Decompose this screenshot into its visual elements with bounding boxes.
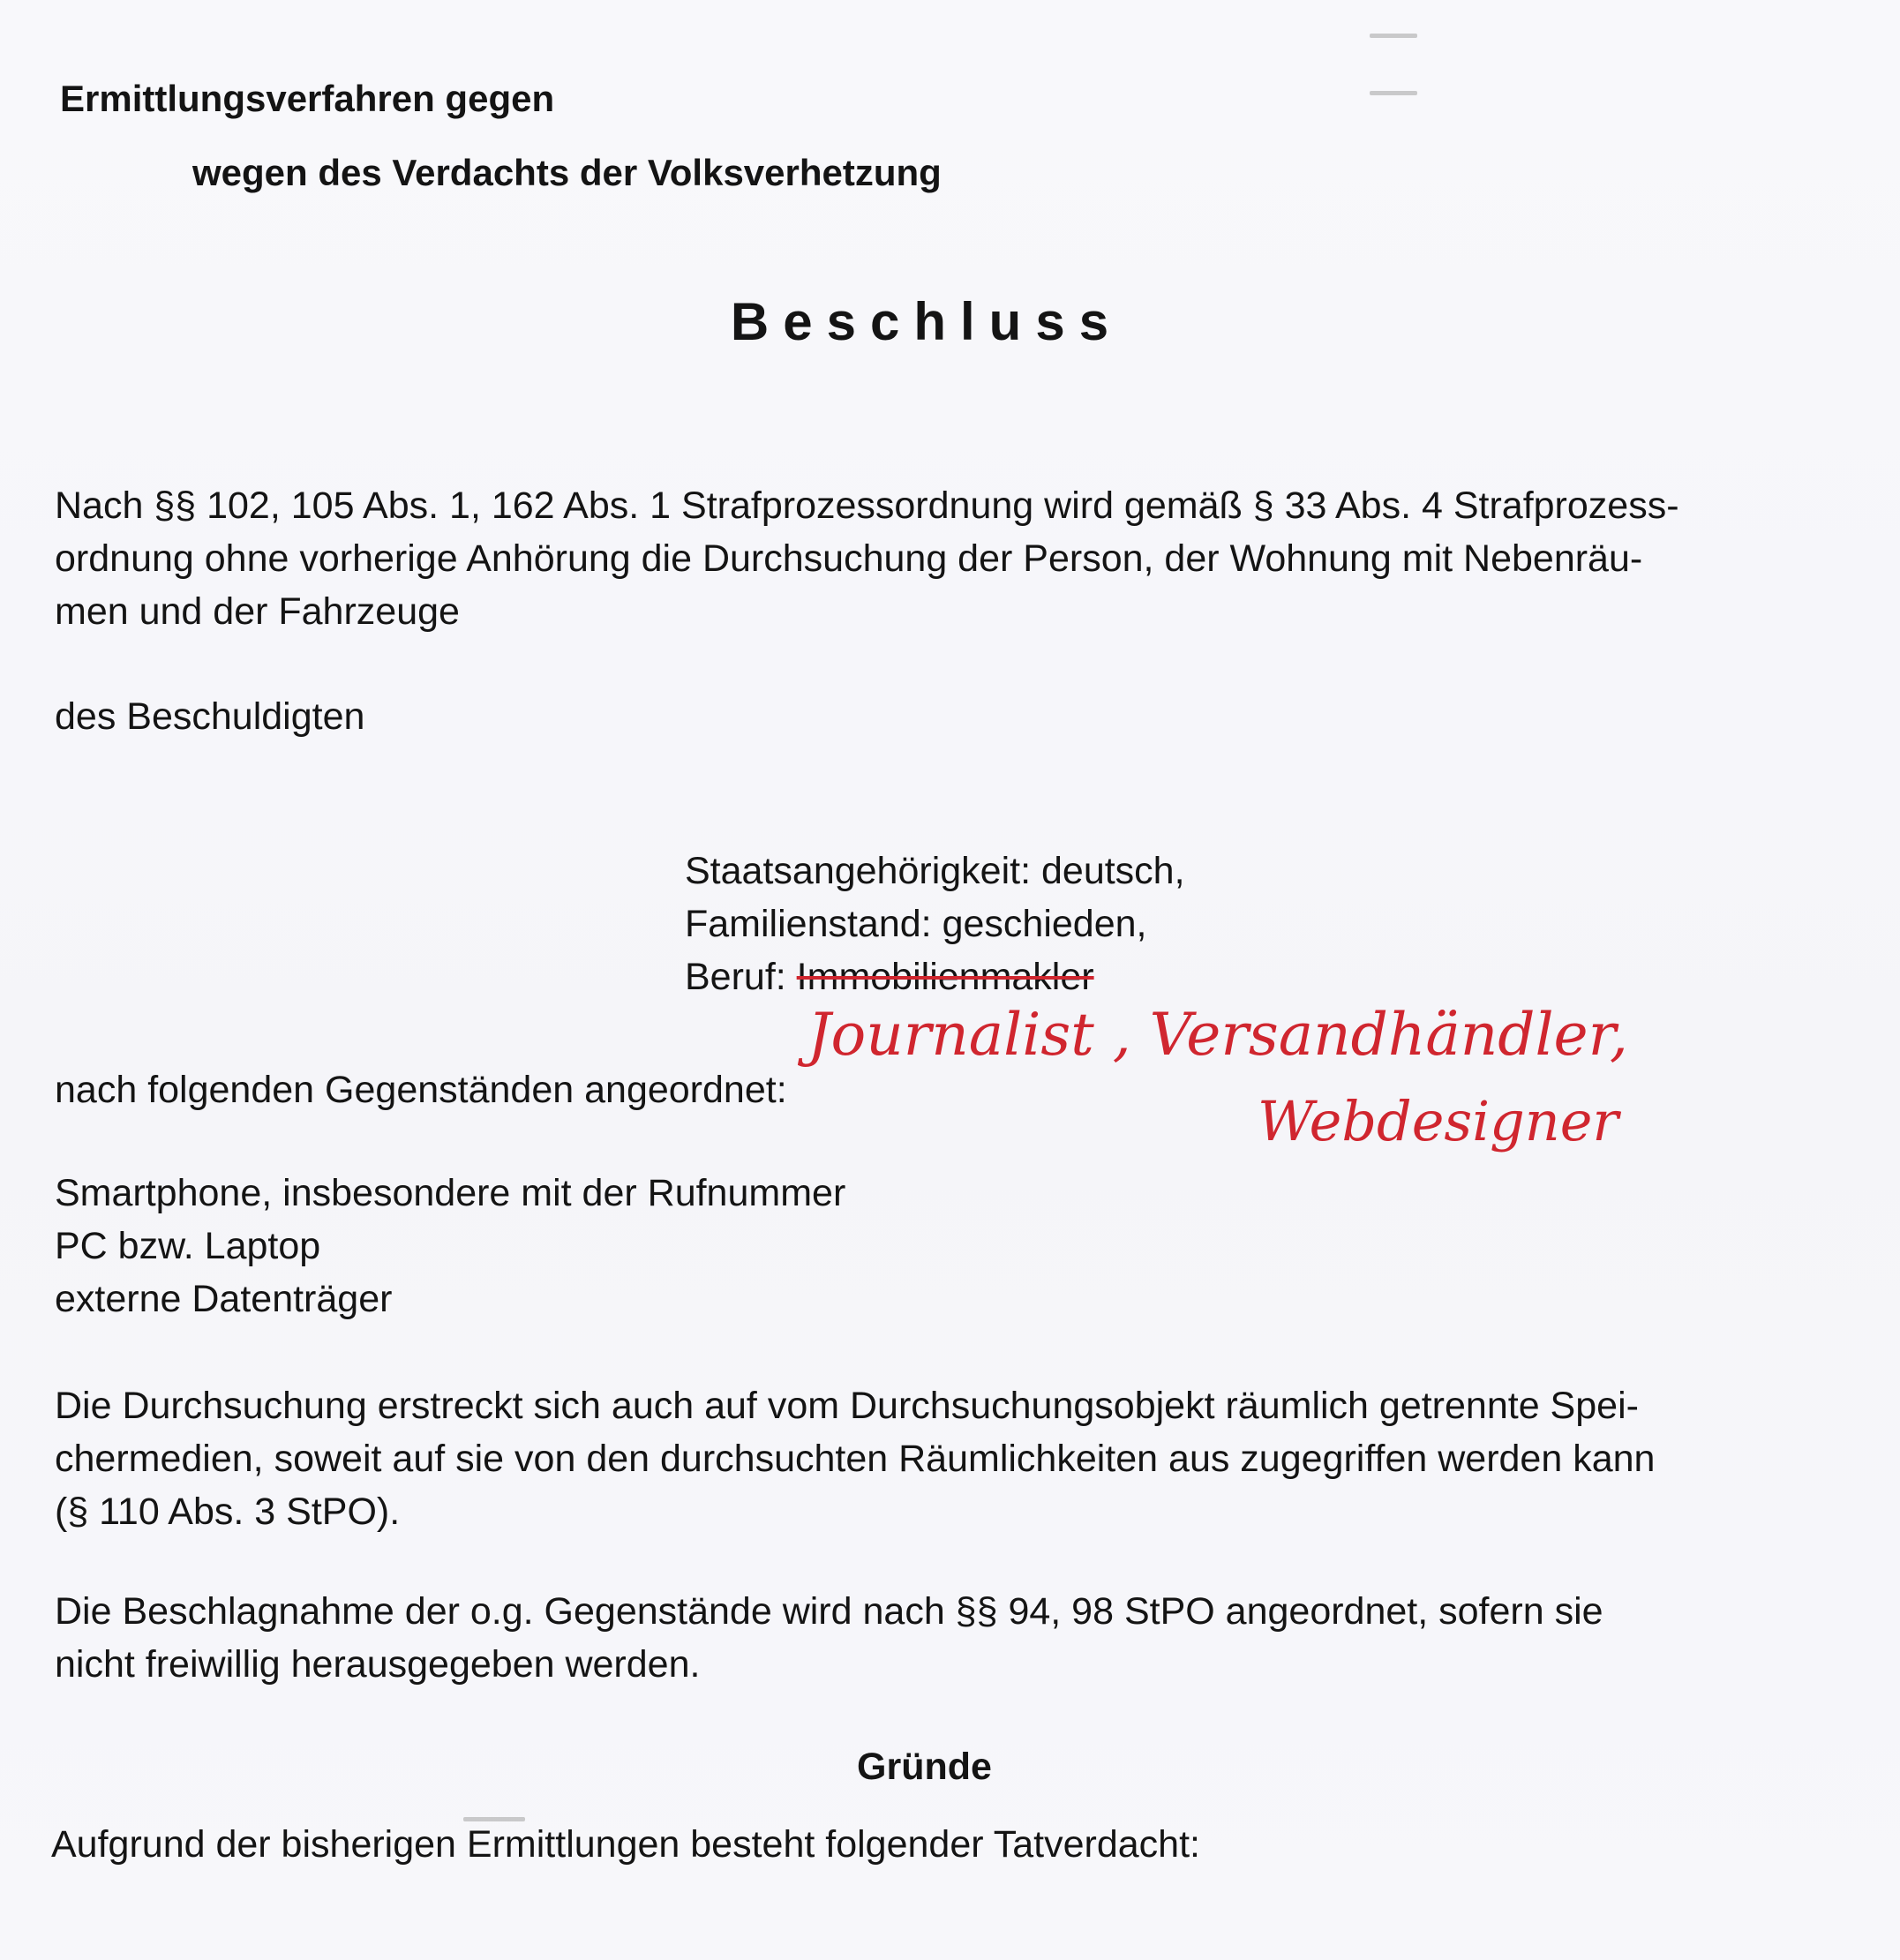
text-line: men und der Fahrzeuge [55,590,460,633]
text-line: Die Durchsuchung erstreckt sich auch auf vom Durchsuchungsobjekt räumlich getrennte Spei- [55,1385,1639,1427]
text-line: ordnung ohne vorherige Anhörung die Durchsuchung der Person, der Wohnung mit Nebenräu- [55,537,1643,580]
list-item: PC bzw. Laptop [55,1225,321,1267]
text-line: (§ 110 Abs. 3 StPO). [55,1491,401,1533]
items-list [55,1167,845,1325]
text-line: nicht freiwillig herausgegeben werden. [55,1643,701,1686]
case-subject: wegen des Verdachts der Volksverhetzung [192,152,942,193]
scan-speck [1370,91,1417,95]
document-title: Beschluss [730,292,1123,351]
text-line: chermedien, soweit auf sie von den durchsuchten Räumlichkeiten aus zugegriffen werden kann [55,1438,1656,1480]
closing-line: Aufgrund der bisherigen Ermittlungen besteht folgender Tatverdacht: [51,1823,1200,1866]
reasons-heading: Gründe [857,1746,992,1788]
handwritten-line-2: Webdesigner [1258,1089,1619,1153]
nationality-line: Staatsangehörigkeit: deutsch, [685,850,1185,892]
scan-speck [1370,34,1417,38]
paragraph-seizure [55,1585,1603,1691]
profession-label: Beruf: [685,956,797,998]
marital-status-line: Familienstand: geschieden, [685,903,1147,945]
order-line: nach folgenden Gegenständen angeordnet: [55,1069,787,1111]
text-line: Die Beschlagnahme der o.g. Gegenstände wird nach §§ 94, 98 StPO angeordnet, sofern sie [55,1590,1603,1633]
case-header: Ermittlungsverfahren gegen [60,78,555,119]
accused-label: des Beschuldigten [55,695,365,738]
list-item: externe Datenträger [55,1278,393,1320]
text-line: Nach §§ 102, 105 Abs. 1, 162 Abs. 1 Strafprozessordnung wird gemäß § 33 Abs. 4 Strafprozess- [55,484,1679,527]
paragraph-legal-basis [55,479,1679,638]
paragraph-search-scope [55,1379,1655,1538]
struck-profession: Immobilienmakler [796,956,1094,998]
profession-line [685,950,1185,1003]
list-item: Smartphone, insbesondere mit der Rufnummer [55,1172,846,1214]
handwritten-line-1: Journalist , Versandhändler, [807,1001,1628,1069]
accused-details [685,845,1185,1003]
